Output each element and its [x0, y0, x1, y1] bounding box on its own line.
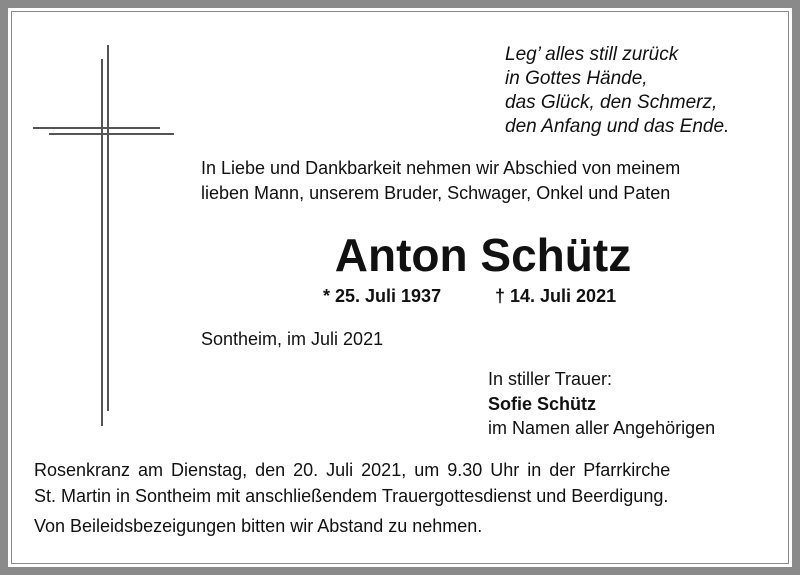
place-date: Sontheim, im Juli 2021 [201, 329, 384, 349]
intro-text [201, 156, 680, 206]
birth-date: * 25. Juli 1937 [323, 286, 442, 306]
poem-line: in Gottes Hände, [505, 68, 648, 89]
condolence-note: Von Beileidsbezeigungen bitten wir Abstand zu nehmen. [34, 516, 483, 536]
deceased-name: Anton Schütz [334, 229, 632, 281]
poem [505, 43, 729, 139]
cross-horizontal-beam-2 [49, 133, 174, 135]
intro-line: In Liebe und Dankbarkeit nehmen wir Abschied von meinem [201, 158, 681, 178]
poem-line: Leg’ alles still zurück [505, 44, 679, 65]
poem-line: den Anfang und das Ende. [505, 116, 730, 137]
death-date: † 14. Juli 2021 [495, 286, 617, 306]
mourners-heading: In stiller Trauer: [488, 369, 613, 389]
service-info [34, 457, 670, 539]
poem-line: das Glück, den Schmerz, [505, 92, 718, 113]
mourner-name: Sofie Schütz [488, 393, 597, 414]
intro-line: lieben Mann, unserem Bruder, Schwager, Onkel und Paten [201, 183, 671, 203]
mourners-block [488, 367, 715, 441]
service-line: St. Martin in Sontheim mit anschließendem Trauergottesdienst und Beerdigung. [34, 486, 669, 506]
service-line: Rosenkranz am Dienstag, den 20. Juli 2021, um 9.30 Uhr in der Pfarrkirche [34, 460, 671, 480]
cross-horizontal-beam-1 [33, 127, 160, 129]
mourners-line: im Namen aller Angehörigen [488, 418, 716, 438]
